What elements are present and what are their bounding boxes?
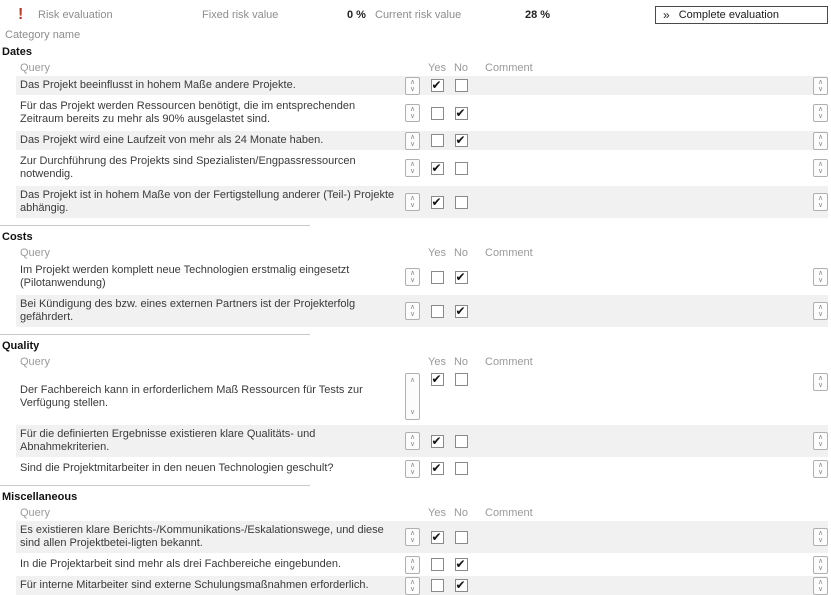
comment-column-header: Comment: [485, 62, 533, 74]
current-risk-value: 28 %: [525, 9, 551, 21]
warning-icon: !: [18, 6, 24, 23]
comment-spinner[interactable]: [813, 132, 828, 150]
chevron-up-icon: ∧: [409, 461, 416, 469]
query-spinner[interactable]: [405, 268, 420, 286]
no-column-header: No: [453, 247, 469, 259]
chevron-down-icon: ∨: [409, 468, 416, 476]
yes-column-header: Yes: [428, 356, 446, 368]
comment-spinner-cell: [812, 77, 828, 95]
comment-spinner-cell: [812, 132, 828, 150]
comment-spinner-cell: [812, 302, 828, 320]
chevron-up-icon: ∧: [817, 304, 824, 311]
no-checkbox[interactable]: [455, 531, 468, 544]
query-spinner-cell: [405, 556, 425, 574]
query-spinner-cell: [405, 528, 425, 546]
query-spinner-cell: [405, 432, 425, 450]
no-checkbox[interactable]: [455, 579, 468, 592]
no-cell: [449, 305, 473, 318]
chevron-down-icon: ∨: [817, 468, 824, 476]
comment-spinner[interactable]: [813, 460, 828, 478]
yes-checkbox[interactable]: [431, 579, 444, 592]
double-chevron-right-icon: »: [663, 8, 670, 22]
comment-field[interactable]: [473, 576, 812, 595]
chevron-up-icon: ∧: [817, 133, 824, 141]
chevron-up-icon: ∧: [817, 375, 824, 382]
query-spinner-cell: [405, 104, 425, 122]
query-spinner[interactable]: [405, 373, 420, 420]
chevron-down-icon: ∨: [409, 311, 416, 318]
comment-spinner-cell: [812, 432, 828, 450]
no-checkbox[interactable]: [455, 107, 468, 120]
query-row: [16, 97, 828, 129]
yes-checkbox[interactable]: [431, 531, 444, 544]
query-spinner[interactable]: [405, 302, 420, 320]
query-text: Das Projekt beeinflusst in hohem Maße andere Projekte.: [20, 79, 296, 91]
yes-cell: [425, 579, 449, 592]
chevron-up-icon: ∧: [409, 195, 416, 202]
query-row: [16, 131, 828, 150]
yes-checkbox[interactable]: [431, 134, 444, 147]
no-column-header: No: [453, 62, 469, 74]
chevron-down-icon: ∨: [817, 564, 824, 572]
column-headers-miscellaneous: [16, 505, 828, 521]
query-spinner[interactable]: [405, 460, 420, 478]
yes-cell: [425, 271, 449, 284]
yes-cell: [425, 134, 449, 147]
comment-spinner[interactable]: [813, 432, 828, 450]
query-spinner[interactable]: [405, 104, 420, 122]
no-checkbox[interactable]: [455, 162, 468, 175]
comment-spinner-cell: [812, 528, 828, 546]
chevron-down-icon: ∨: [817, 441, 824, 448]
page-title: Risk evaluation: [38, 9, 113, 21]
yes-cell: [425, 462, 449, 475]
section-title-costs: Costs: [2, 231, 33, 243]
no-column-header: No: [453, 356, 469, 368]
comment-spinner[interactable]: [813, 193, 828, 211]
yes-checkbox[interactable]: [431, 305, 444, 318]
query-row: [16, 370, 828, 423]
query-text: Für interne Mitarbeiter sind externe Schulungsmaßnahmen erforderlich.: [20, 579, 369, 591]
query-text: Für das Projekt werden Ressourcen benötigt, die im entsprechenden Zeitraum bereits zu mehr als 90% ausgelastet sind.: [20, 100, 356, 125]
comment-spinner[interactable]: [813, 556, 828, 574]
query-row: [16, 555, 828, 574]
yes-cell: [425, 531, 449, 544]
comment-field[interactable]: [473, 186, 812, 218]
fixed-risk-label: Fixed risk value: [202, 9, 279, 21]
comment-field[interactable]: [473, 425, 812, 457]
section-title-dates: Dates: [2, 46, 32, 58]
sections-container: [0, 46, 831, 595]
current-risk-label: Current risk value: [375, 9, 462, 21]
no-cell: [449, 531, 473, 544]
chevron-down-icon: ∨: [817, 277, 824, 284]
complete-evaluation-button[interactable]: [655, 6, 828, 24]
no-checkbox[interactable]: [455, 435, 468, 448]
section-divider: [0, 334, 310, 335]
chevron-up-icon: ∧: [817, 270, 824, 277]
query-text: Es existieren klare Berichts-/Kommunikations-/Eskalationswege, und diese sind allen Projektbetei-ligten bekannt.: [20, 524, 384, 549]
comment-spinner[interactable]: [813, 373, 828, 391]
comment-spinner[interactable]: [813, 77, 828, 95]
comment-spinner-cell: [812, 577, 828, 595]
query-column-header: Query: [20, 356, 50, 368]
query-text: Das Projekt ist in hohem Maße von der Fertigstellung anderer (Teil-) Projekte abhängig.: [20, 189, 395, 214]
no-checkbox[interactable]: [455, 558, 468, 571]
chevron-down-icon: ∨: [409, 441, 416, 448]
query-spinner-cell: [405, 577, 425, 595]
comment-field[interactable]: [473, 295, 812, 327]
query-column-header: Query: [20, 247, 50, 259]
no-cell: [449, 462, 473, 475]
fixed-risk-value: 0 %: [347, 9, 366, 21]
section-title-quality: Quality: [2, 340, 40, 352]
query-spinner[interactable]: [405, 577, 420, 595]
query-column-header: Query: [20, 62, 50, 74]
query-text: Der Fachbereich kann in erforderlichem Maß Ressourcen für Tests zur Verfügung stellen.: [20, 383, 363, 409]
query-row: [16, 186, 828, 218]
chevron-up-icon: ∧: [409, 434, 416, 441]
yes-cell: [425, 79, 449, 92]
no-cell: [449, 107, 473, 120]
category-name-label: Category name: [5, 29, 81, 41]
no-checkbox[interactable]: [455, 462, 468, 475]
yes-cell: [425, 370, 449, 386]
comment-column-header: Comment: [485, 356, 533, 368]
query-spinner-cell: [405, 268, 425, 286]
chevron-up-icon: ∧: [817, 578, 824, 586]
chevron-down-icon: ∨: [817, 537, 824, 544]
comment-spinner[interactable]: [813, 159, 828, 177]
comment-field[interactable]: [473, 261, 812, 293]
yes-checkbox[interactable]: [431, 373, 444, 386]
query-spinner[interactable]: [405, 556, 420, 574]
chevron-up-icon: ∧: [817, 557, 824, 565]
chevron-down-icon: ∨: [409, 564, 416, 572]
chevron-down-icon: ∨: [817, 113, 824, 120]
chevron-up-icon: ∧: [817, 461, 824, 469]
column-headers-quality: [16, 354, 828, 370]
chevron-up-icon: ∧: [409, 304, 416, 311]
no-cell: [449, 579, 473, 592]
query-column-header: Query: [20, 507, 50, 519]
yes-checkbox[interactable]: [431, 162, 444, 175]
no-checkbox[interactable]: [455, 305, 468, 318]
comment-spinner[interactable]: [813, 104, 828, 122]
comment-spinner-cell: [812, 159, 828, 177]
section-title-miscellaneous: Miscellaneous: [2, 491, 78, 503]
chevron-down-icon: ∨: [817, 585, 824, 593]
yes-checkbox[interactable]: [431, 79, 444, 92]
chevron-down-icon: ∨: [409, 277, 416, 284]
comment-spinner-cell: [812, 193, 828, 211]
chevron-up-icon: ∧: [817, 434, 824, 441]
chevron-up-icon: ∧: [409, 161, 416, 168]
comment-spinner-cell: [812, 460, 828, 478]
chevron-down-icon: ∨: [409, 168, 416, 175]
query-text: In die Projektarbeit sind mehr als drei Fachbereiche eingebunden.: [20, 558, 342, 570]
query-text: Im Projekt werden komplett neue Technologien erstmalig eingesetzt (Pilotanwendung): [20, 264, 350, 289]
query-spinner-cell: [405, 77, 425, 95]
chevron-down-icon: ∨: [409, 585, 416, 593]
chevron-down-icon: ∨: [817, 202, 824, 209]
comment-spinner-cell: [812, 556, 828, 574]
chevron-down-icon: ∨: [409, 85, 416, 93]
query-row: [16, 576, 828, 595]
no-cell: [449, 134, 473, 147]
chevron-up-icon: ∧: [409, 106, 416, 113]
chevron-down-icon: ∨: [409, 113, 416, 120]
no-checkbox[interactable]: [455, 373, 468, 386]
chevron-down-icon: ∨: [817, 382, 824, 389]
yes-checkbox[interactable]: [431, 196, 444, 209]
yes-column-header: Yes: [428, 507, 446, 519]
yes-checkbox[interactable]: [431, 462, 444, 475]
query-spinner-cell: [405, 193, 425, 211]
column-headers-costs: [16, 245, 828, 261]
query-text: Bei Kündigung des bzw. eines externen Partners ist der Projekterfolg gefährdert.: [20, 298, 356, 323]
yes-checkbox[interactable]: [431, 558, 444, 571]
chevron-up-icon: ∧: [409, 133, 416, 141]
yes-cell: [425, 196, 449, 209]
yes-checkbox[interactable]: [431, 271, 444, 284]
no-checkbox[interactable]: [455, 134, 468, 147]
chevron-up-icon: ∧: [409, 270, 416, 277]
section-divider: [0, 485, 310, 486]
no-checkbox[interactable]: [455, 196, 468, 209]
query-text: Sind die Projektmitarbeiter in den neuen Technologien geschult?: [20, 462, 334, 474]
column-headers-dates: [16, 60, 828, 76]
chevron-down-icon: ∨: [817, 140, 824, 148]
comment-spinner-cell: [812, 370, 828, 391]
chevron-down-icon: ∨: [409, 409, 416, 416]
comment-column-header: Comment: [485, 247, 533, 259]
comment-field[interactable]: [473, 521, 812, 553]
query-row: [16, 295, 828, 327]
query-spinner-cell: [405, 370, 425, 423]
chevron-down-icon: ∨: [817, 85, 824, 93]
yes-cell: [425, 107, 449, 120]
chevron-up-icon: ∧: [817, 106, 824, 113]
query-row: [16, 459, 828, 478]
chevron-down-icon: ∨: [409, 202, 416, 209]
chevron-down-icon: ∨: [409, 140, 416, 148]
chevron-up-icon: ∧: [817, 78, 824, 86]
yes-checkbox[interactable]: [431, 435, 444, 448]
query-spinner[interactable]: [405, 432, 420, 450]
yes-cell: [425, 305, 449, 318]
query-spinner[interactable]: [405, 193, 420, 211]
comment-field[interactable]: [473, 555, 812, 574]
query-text: Für die definierten Ergebnisse existieren klare Qualitäts- und Abnahmekriterien.: [20, 428, 316, 453]
chevron-down-icon: ∨: [817, 311, 824, 318]
comment-field[interactable]: [473, 370, 812, 423]
comment-field[interactable]: [473, 76, 812, 95]
comment-field[interactable]: [473, 97, 812, 129]
query-text: Das Projekt wird eine Laufzeit von mehr als 24 Monate haben.: [20, 134, 324, 146]
query-spinner-cell: [405, 302, 425, 320]
query-spinner-cell: [405, 460, 425, 478]
comment-spinner[interactable]: [813, 302, 828, 320]
comment-spinner-cell: [812, 268, 828, 286]
comment-field[interactable]: [473, 152, 812, 184]
no-cell: [449, 558, 473, 571]
comment-spinner[interactable]: [813, 577, 828, 595]
no-cell: [449, 162, 473, 175]
yes-checkbox[interactable]: [431, 107, 444, 120]
query-spinner[interactable]: [405, 77, 420, 95]
no-cell: [449, 370, 473, 386]
yes-cell: [425, 162, 449, 175]
yes-cell: [425, 435, 449, 448]
chevron-up-icon: ∧: [409, 530, 416, 537]
no-cell: [449, 271, 473, 284]
header-bar: [0, 0, 831, 25]
no-checkbox[interactable]: [455, 79, 468, 92]
query-row: [16, 425, 828, 457]
query-row: [16, 152, 828, 184]
chevron-up-icon: ∧: [409, 557, 416, 565]
comment-spinner-cell: [812, 104, 828, 122]
query-spinner-cell: [405, 159, 425, 177]
no-cell: [449, 435, 473, 448]
chevron-up-icon: ∧: [409, 377, 416, 384]
comment-column-header: Comment: [485, 507, 533, 519]
query-row: [16, 261, 828, 293]
chevron-up-icon: ∧: [817, 195, 824, 202]
yes-column-header: Yes: [428, 62, 446, 74]
chevron-up-icon: ∧: [409, 78, 416, 86]
comment-field[interactable]: [473, 459, 812, 478]
chevron-down-icon: ∨: [817, 168, 824, 175]
comment-field[interactable]: [473, 131, 812, 150]
query-row: [16, 521, 828, 553]
yes-cell: [425, 558, 449, 571]
query-row: [16, 76, 828, 95]
no-checkbox[interactable]: [455, 271, 468, 284]
query-spinner[interactable]: [405, 528, 420, 546]
query-spinner[interactable]: [405, 159, 420, 177]
query-spinner-cell: [405, 132, 425, 150]
comment-spinner[interactable]: [813, 268, 828, 286]
chevron-up-icon: ∧: [817, 161, 824, 168]
no-column-header: No: [453, 507, 469, 519]
complete-evaluation-label: Complete evaluation: [678, 9, 779, 21]
chevron-up-icon: ∧: [409, 578, 416, 586]
no-cell: [449, 196, 473, 209]
chevron-up-icon: ∧: [817, 530, 824, 537]
yes-column-header: Yes: [428, 247, 446, 259]
query-text: Zur Durchführung des Projekts sind Spezialisten/Engpassressourcen notwendig.: [20, 155, 356, 180]
no-cell: [449, 79, 473, 92]
chevron-down-icon: ∨: [409, 537, 416, 544]
query-spinner[interactable]: [405, 132, 420, 150]
comment-spinner[interactable]: [813, 528, 828, 546]
section-divider: [0, 225, 310, 226]
